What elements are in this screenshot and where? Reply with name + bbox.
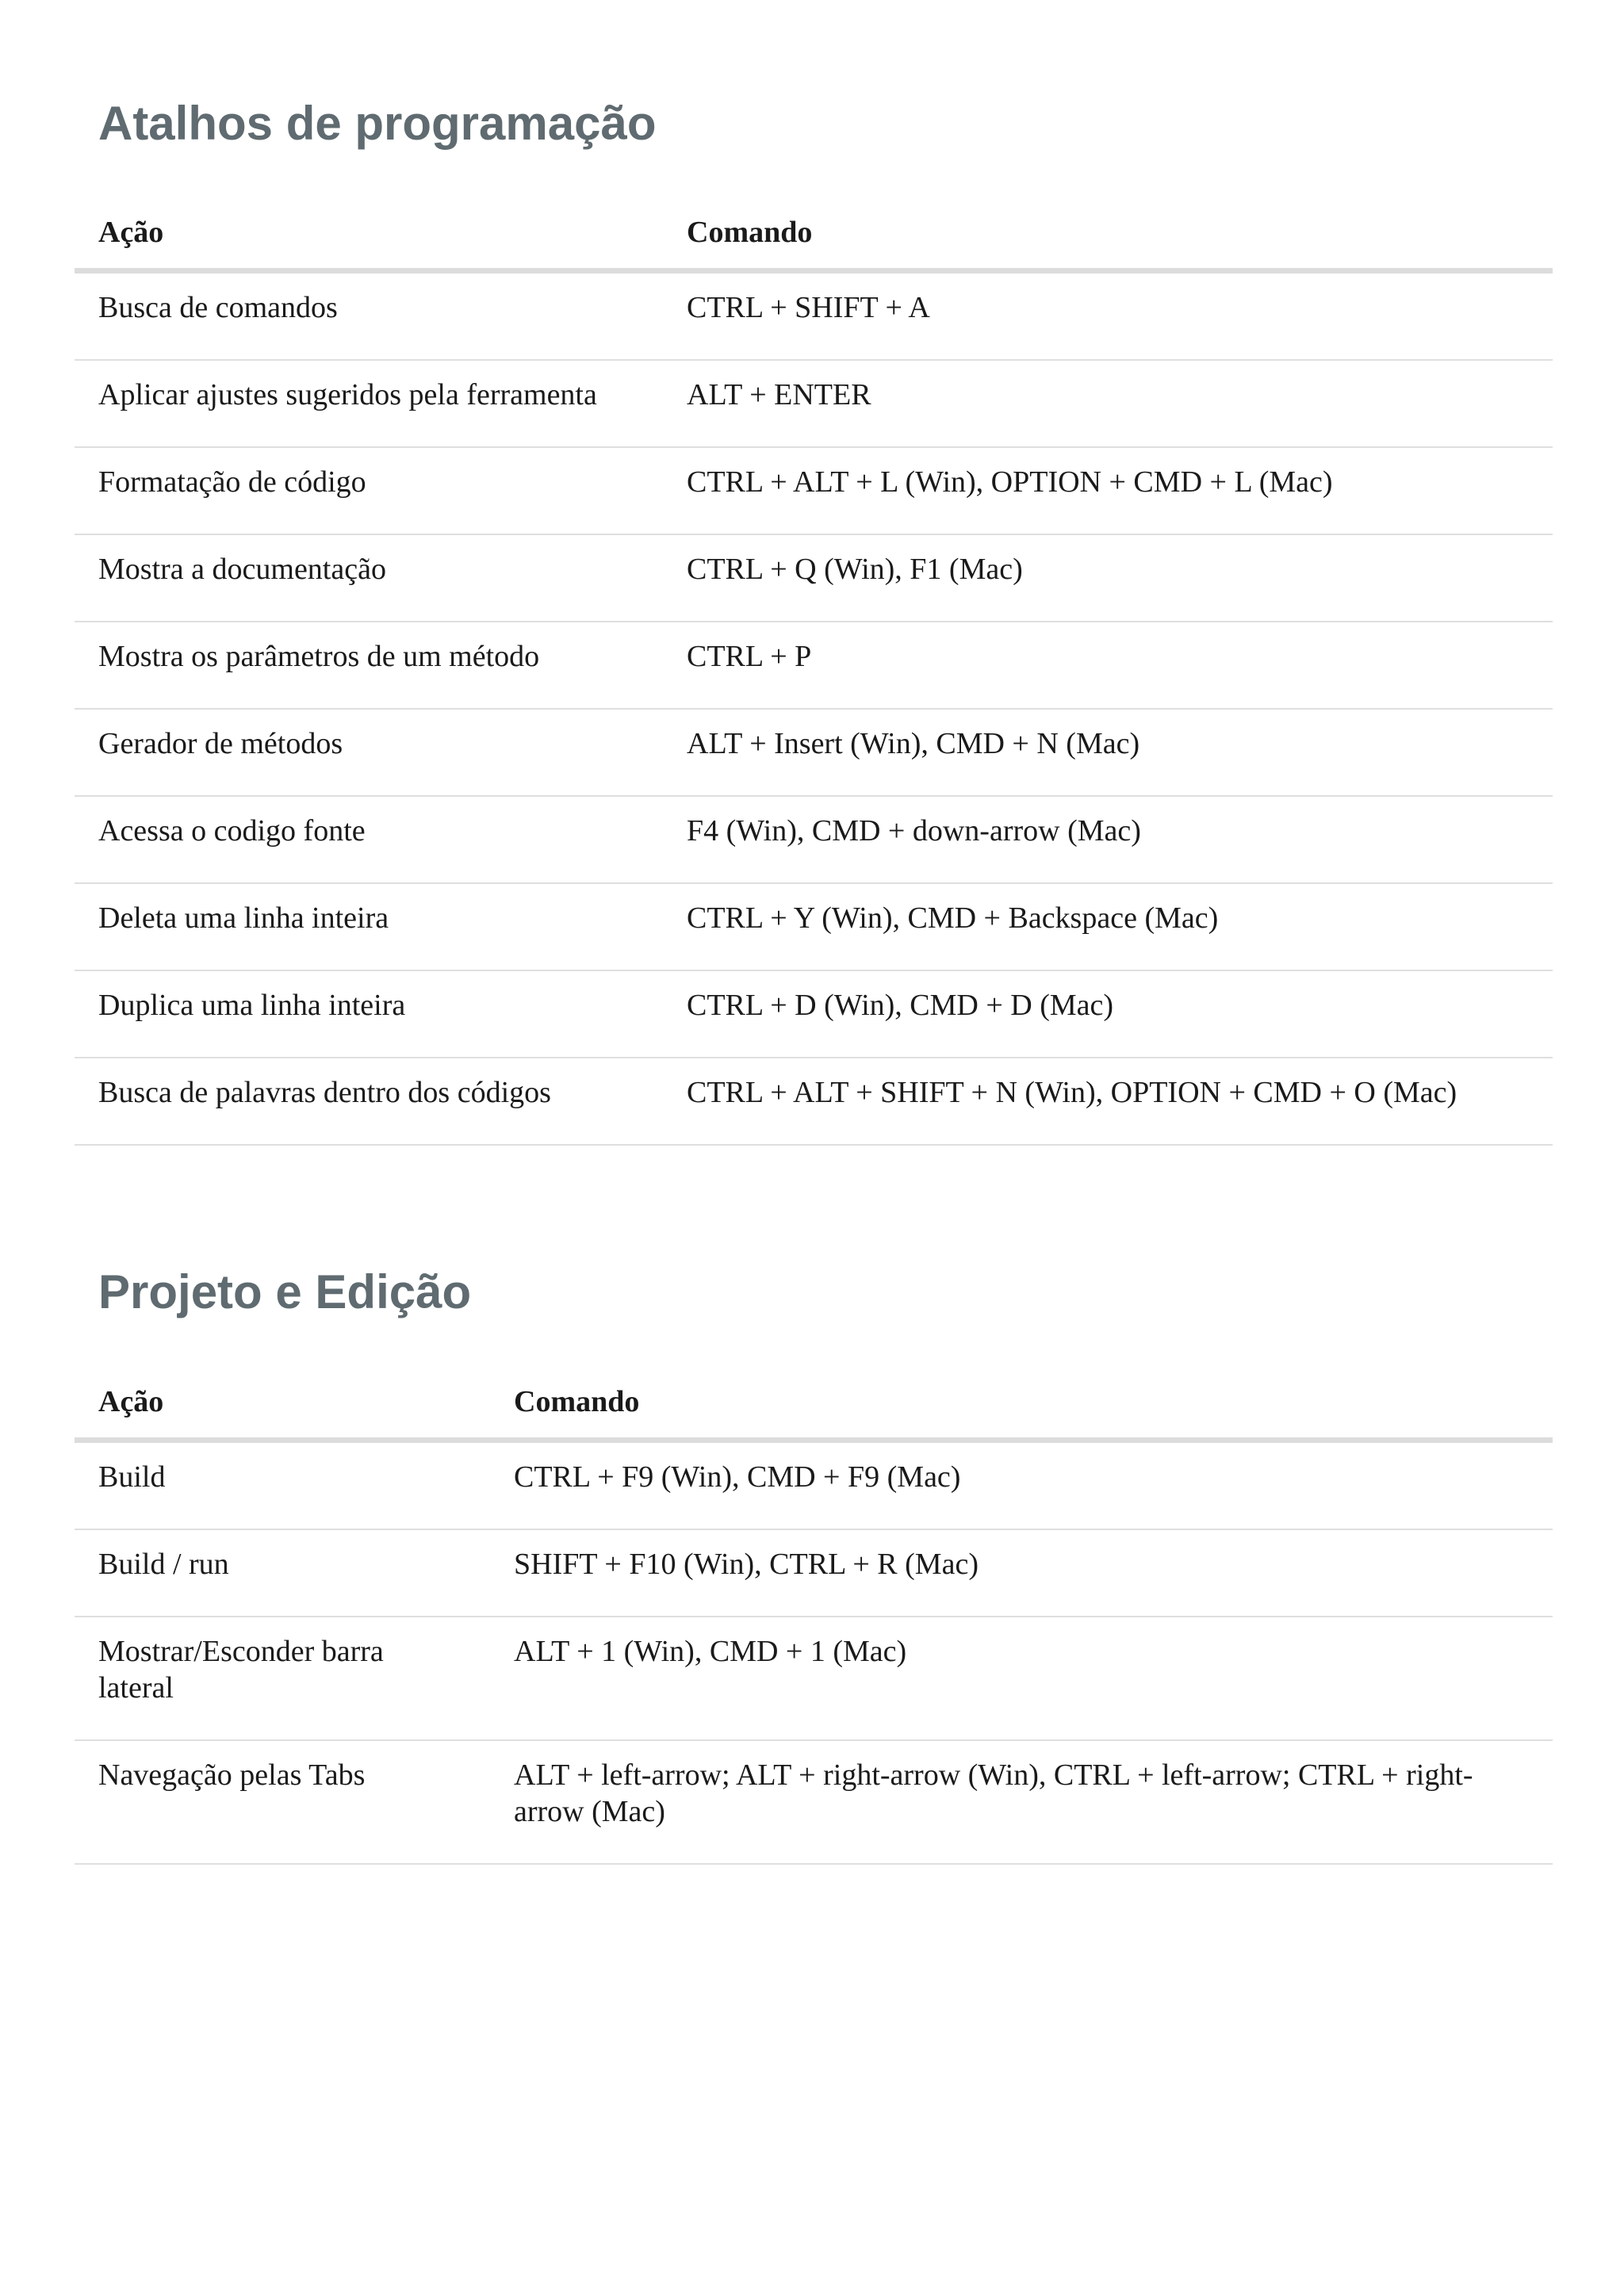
section-title-project-editing: Projeto e Edição bbox=[98, 1265, 472, 1318]
command-cell: ALT + left-arrow; ALT + right-arrow (Win), CTRL + left-arrow; CTRL + right-arrow (Mac) bbox=[490, 1740, 1553, 1864]
table-row bbox=[75, 970, 1553, 1058]
action-cell: Busca de palavras dentro dos códigos bbox=[75, 1058, 663, 1145]
command-cell: ALT + 1 (Win), CMD + 1 (Mac) bbox=[490, 1617, 1553, 1740]
table-row bbox=[75, 534, 1553, 622]
column-header-command: Comando bbox=[490, 1374, 1553, 1441]
command-cell: SHIFT + F10 (Win), CTRL + R (Mac) bbox=[490, 1529, 1553, 1617]
column-header-command: Comando bbox=[663, 205, 1553, 271]
command-cell: F4 (Win), CMD + down-arrow (Mac) bbox=[663, 796, 1553, 883]
action-cell: Build / run bbox=[75, 1529, 490, 1617]
table-row bbox=[75, 709, 1553, 796]
action-cell: Gerador de métodos bbox=[75, 709, 663, 796]
command-cell: ALT + ENTER bbox=[663, 360, 1553, 447]
action-cell: Navegação pelas Tabs bbox=[75, 1740, 490, 1864]
action-cell: Mostrar/Esconder barra lateral bbox=[75, 1617, 490, 1740]
command-cell: CTRL + ALT + L (Win), OPTION + CMD + L (Mac) bbox=[663, 447, 1553, 534]
action-cell: Deleta uma linha inteira bbox=[75, 883, 663, 970]
table-row bbox=[75, 1441, 1553, 1530]
command-cell: CTRL + ALT + SHIFT + N (Win), OPTION + CMD + O (Mac) bbox=[663, 1058, 1553, 1145]
action-cell: Acessa o codigo fonte bbox=[75, 796, 663, 883]
table-header-row bbox=[75, 205, 1553, 271]
command-cell: CTRL + D (Win), CMD + D (Mac) bbox=[663, 970, 1553, 1058]
table-row bbox=[75, 796, 1553, 883]
command-cell: CTRL + P bbox=[663, 622, 1553, 709]
table-row bbox=[75, 622, 1553, 709]
command-cell: CTRL + F9 (Win), CMD + F9 (Mac) bbox=[490, 1441, 1553, 1530]
table-row bbox=[75, 1617, 1553, 1740]
table-header-row bbox=[75, 1374, 1553, 1441]
section-title-programming-shortcuts: Atalhos de programação bbox=[98, 97, 657, 150]
action-cell: Busca de comandos bbox=[75, 271, 663, 361]
command-cell: CTRL + Y (Win), CMD + Backspace (Mac) bbox=[663, 883, 1553, 970]
column-header-action: Ação bbox=[75, 205, 663, 271]
table-row bbox=[75, 447, 1553, 534]
programming-shortcuts-table bbox=[75, 205, 1553, 1146]
table-row bbox=[75, 360, 1553, 447]
action-cell: Aplicar ajustes sugeridos pela ferramenta bbox=[75, 360, 663, 447]
action-cell: Mostra a documentação bbox=[75, 534, 663, 622]
table-row bbox=[75, 1058, 1553, 1145]
project-editing-table bbox=[75, 1374, 1553, 1865]
table-row bbox=[75, 1529, 1553, 1617]
table-row bbox=[75, 883, 1553, 970]
action-cell: Formatação de código bbox=[75, 447, 663, 534]
table-row bbox=[75, 1740, 1553, 1864]
action-cell: Duplica uma linha inteira bbox=[75, 970, 663, 1058]
command-cell: ALT + Insert (Win), CMD + N (Mac) bbox=[663, 709, 1553, 796]
table-row bbox=[75, 271, 1553, 361]
action-cell: Build bbox=[75, 1441, 490, 1530]
command-cell: CTRL + Q (Win), F1 (Mac) bbox=[663, 534, 1553, 622]
column-header-action: Ação bbox=[75, 1374, 490, 1441]
action-cell: Mostra os parâmetros de um método bbox=[75, 622, 663, 709]
command-cell: CTRL + SHIFT + A bbox=[663, 271, 1553, 361]
